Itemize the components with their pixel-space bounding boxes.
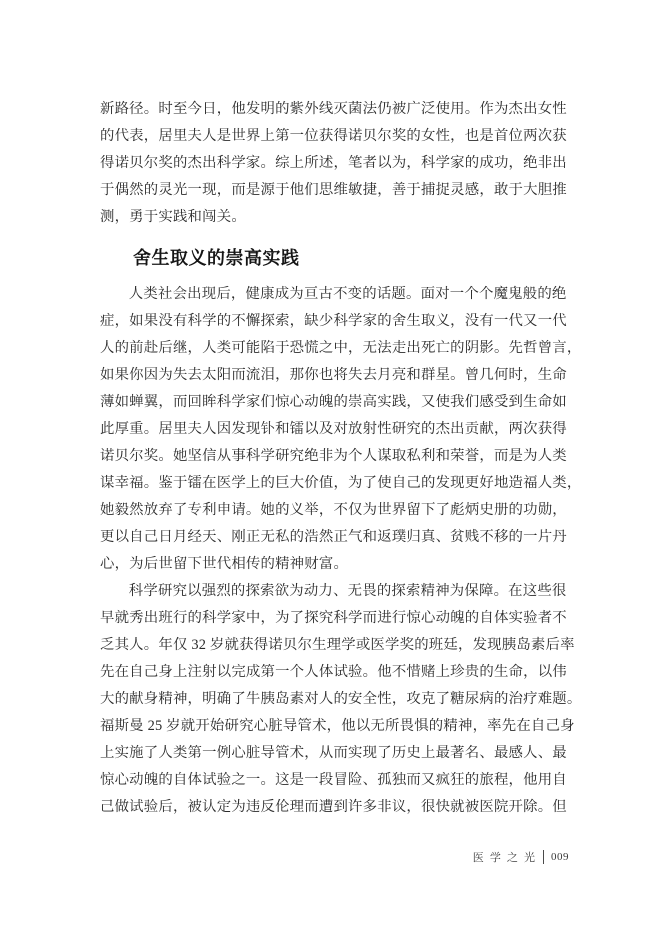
body-text [100,96,582,821]
paragraph-curie [100,281,582,578]
text-line: 此厚重。居里夫人因发现钋和镭以及对放射性研究的杰出贡献，两次获得 [100,421,567,437]
text-line: 于偶然的灵光一现，而是源于他们思维敏捷，善于捕捉灵感，敢于大胆推 [100,182,567,198]
text-line: 测，勇于实践和闯关。 [100,209,246,225]
book-title: 医学之光 [472,852,541,864]
text-line: 的代表，居里夫人是世界上第一位获得诺贝尔奖的女性，也是首位两次获 [100,128,567,144]
text-line: 福斯曼 25 岁就开始研究心脏导管术，他以无所畏惧的精神，率先在自己身 [100,718,575,734]
text-line: 科学研究以强烈的探索欲为动力、无畏的探索精神为保障。在这些很 [128,583,567,599]
page-footer [473,849,569,865]
text-line: 乏其人。年仅 32 岁就获得诺贝尔生理学或医学奖的班廷，发现胰岛素后率 [100,637,575,653]
text-line: 得诺贝尔奖的杰出科学家。综上所述，笔者以为，科学家的成功，绝非出 [100,155,567,171]
text-line: 人的前赴后继，人类可能陷于恐慌之中，无法走出死亡的阴影。先哲曾言， [100,340,582,356]
paragraph-self-experiment [100,578,582,821]
opening-paragraph [100,96,566,231]
text-line: 薄如蝉翼，而回眸科学家们惊心动魄的崇高实践，又使我们感受到生命如 [100,394,567,410]
section-heading: 舍生取义的崇高实践 [133,248,300,268]
text-line: 诺贝尔奖。她坚信从事科学研究绝非为个人谋取私利和荣誉，而是为人类 [100,448,567,464]
text-line: 大的献身精神，明确了牛胰岛素对人的安全性，攻克了糖尿病的治疗难题。 [100,691,582,707]
text-line: 心，为后世留下世代相传的精神财富。 [100,556,349,572]
text-line: 早就秀出班行的科学家中，为了探究科学而进行惊心动魄的自体实验者不 [100,610,567,626]
text-line: 如果你因为失去太阳而流泪，那你也将失去月亮和群星。曾几何时，生命 [100,367,567,383]
page-number: 009 [551,851,569,863]
text-line: 先在自己身上注射以完成第一个人体试验。他不惜赌上珍贵的生命，以伟 [100,664,567,680]
text-line: 她毅然放弃了专利申请。她的义举，不仅为世界留下了彪炳史册的功勋， [100,502,567,518]
text-line: 更以自己日月经天、刚正无私的浩然正气和返璞归真、贫贱不移的一片丹 [100,529,567,545]
text-line: 上实施了人类第一例心脏导管术，从而实现了历史上最著名、最感人、最 [100,745,567,761]
text-line: 惊心动魄的自体试验之一。这是一段冒险、孤独而又疯狂的旅程，他用自 [100,772,567,788]
footer-divider [543,850,544,864]
text-line: 新路径。时至今日，他发明的紫外线灭菌法仍被广泛使用。作为杰出女性 [100,101,567,117]
text-line: 人类社会出现后，健康成为亘古不变的话题。面对一个个魔鬼般的绝 [128,286,567,302]
text-line: 症，如果没有科学的不懈探索，缺少科学家的舍生取义，没有一代又一代 [100,313,567,329]
text-line: 谋幸福。鉴于镭在医学上的巨大价值，为了使自己的发现更好地造福人类， [100,475,582,491]
text-line: 己做试验后，被认定为违反伦理而遭到许多非议，很快就被医院开除。但 [100,799,567,815]
